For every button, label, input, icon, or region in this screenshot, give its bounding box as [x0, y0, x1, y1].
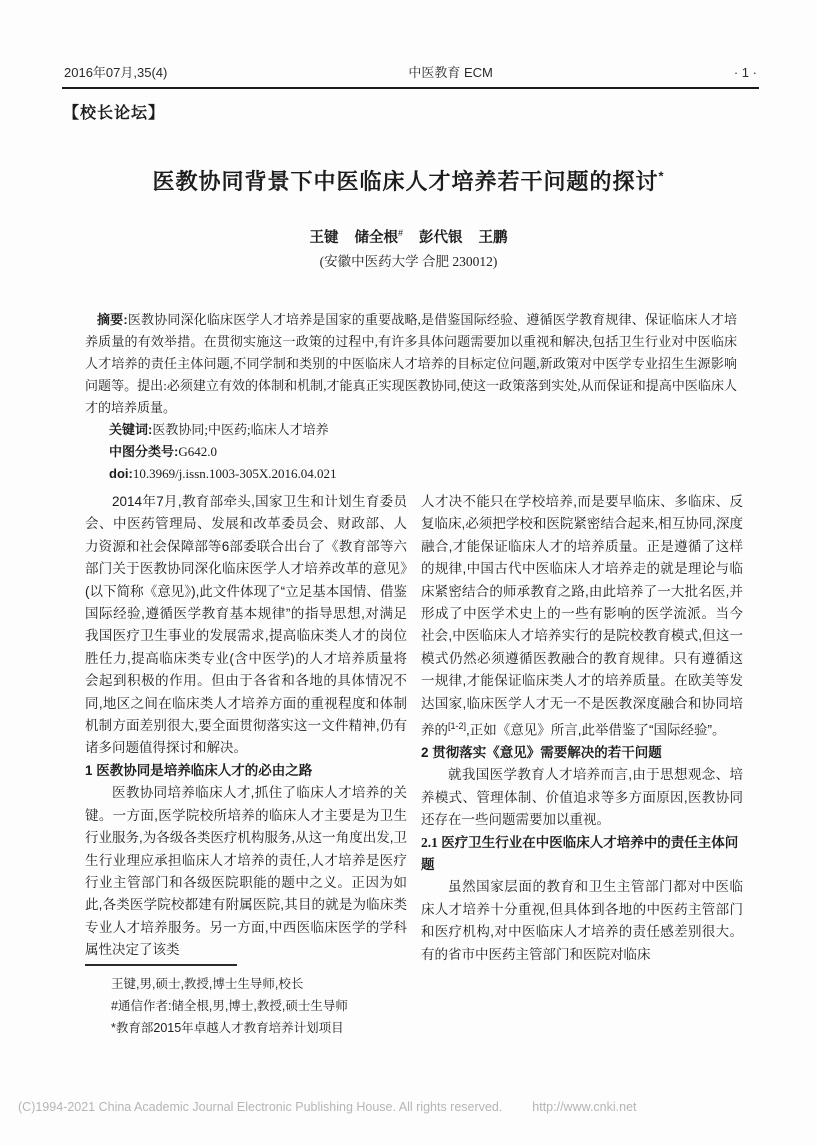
author-2: 储全根# [354, 228, 403, 246]
issue-info: 2016年07月,35(4) [64, 65, 168, 80]
body-paragraph-5: 虽然国家层面的教育和卫生主管部门都对中医临床人才培养十分重视,但具体到各地的中医药主管部门和医疗机构,对中医临床人才培养的责任感差别很大。有的省市中医药主管部门和医院对临床 [421, 879, 743, 962]
affiliation: (安徽中医药大学 合肥 230012) [319, 254, 498, 269]
author-3: 彭代银 [419, 230, 463, 246]
subsection-heading-2-1: 2.1 医疗卫生行业在中医临床人才培养中的责任主体问题 [421, 834, 739, 872]
author-1: 王键 [309, 230, 339, 246]
abstract-text: 医教协同深化临床医学人才培养是国家的重要战略,是借鉴国际经验、遵循医学教育规律、保证临床人才培养质量的有效举措。在贯彻实施这一政策的过程中,有许多具体问题需要加以重视和解决,包括卫生行业对中医临床人才培养的责任主体问题,不同学制和类别的中医临床人才培养的目标定位问题,新政策对中医学专业招生生源影响问题等。提出:必须建立有效的体制和机制,才能真正实现医教协同,使这一政策落到实处,从而保证和提高中医临床人才的培养质量。 [85, 312, 737, 415]
title-asterisk: * [658, 168, 665, 184]
citation-ref: [1-2] [448, 721, 467, 732]
footnote-divider [85, 964, 237, 966]
keywords-label: 关键词: [109, 422, 153, 437]
footnote-block [85, 964, 419, 1039]
body-paragraph-4: 就我国医学教育人才培养而言,由于思想观念、培养模式、管理体制、价值追求等多方面原因,医教协同还存在一些问题需要加以重视。 [421, 767, 743, 828]
clc-value: G642.0 [178, 444, 217, 459]
article-title [0, 165, 817, 196]
copyright-text: (C)1994-2021 China Academic Journal Electronic Publishing House. All rights reserved. [18, 1100, 503, 1114]
doi-line [85, 463, 737, 485]
section-heading-2: 2 贯彻落实《意见》需要解决的若干问题 [421, 744, 662, 760]
left-column [85, 491, 407, 966]
article-title-text: 医教协同背景下中医临床人才培养若干问题的探讨 [152, 169, 659, 194]
abstract-block [85, 309, 737, 485]
clc-label: 中图分类号: [109, 444, 179, 459]
doi-label: doi: [109, 466, 133, 481]
header-rule [62, 87, 759, 89]
journal-name: 中医教育 ECM [408, 65, 493, 80]
author-4: 王鹏 [478, 230, 508, 246]
clc-line [85, 441, 737, 463]
footnote-corresponding-author: #通信作者:储全根,男,博士,教授,硕士生导师 [111, 999, 348, 1013]
section-heading-1: 1 医教协同是培养临床人才的必由之路 [85, 762, 313, 778]
abstract-label: 摘要: [97, 312, 128, 327]
page-number: · 1 · [733, 65, 757, 80]
copyright-footer [18, 1100, 799, 1114]
author-list [0, 226, 817, 247]
column-tag: 【校长论坛】 [63, 105, 166, 122]
body-columns [85, 491, 743, 966]
footnote-funding: *教育部2015年卓越人才教育培养计划项目 [111, 1021, 344, 1035]
body-paragraph-3: 人才决不能只在学校培养,而是要早临床、多临床、反复临床,必须把学校和医院紧密结合起来,相互协同,深度融合,才能保证临床人才的培养质量。正是遵循了这样的规律,中国古代中医临床人才培养走的就是理论与临床紧密结合的师承教育之路,由此培养了一大批名医,并形成了中医学术史上的一些有影响的医学流派。当今社会,中医临床人才培养实行的是院校教育模式,但这一模式仍然必须遵循医教融合的教育规律。只有遵循这一规律,才能保证临床类人才的培养质量。在欧美等发达国家,临床医学人才无一不是医教深度融合和协同培养的[1-2],正如《意见》所言,此举借鉴了“国际经验”。 [421, 494, 743, 738]
right-column [421, 491, 743, 966]
keywords-text: 医教协同;中医药;临床人才培养 [152, 422, 329, 437]
keywords-line [85, 419, 737, 441]
abstract-paragraph [85, 309, 737, 419]
page-header [64, 62, 757, 81]
body-paragraph-1: 2014年7月,教育部牵头,国家卫生和计划生育委员会、中医药管理局、发展和改革委员会、财政部、人力资源和社会保障部等6部委联合出台了《教育部等六部门关于医教协同深化临床医学人才培养改革的意见》(以下简称《意见》),此文件体现了“立足基本国情、借鉴国际经验,遵循医学教育基本规律”的指导思想,对满足我国医疗卫生事业的发展需求,提高临床类人才的岗位胜任力,提高临床类专业(含中医学)的人才培养质量将会起到积极的作用。但由于各省和各地的具体情况不同,地区之间在临床类人才培养方面的重视程度和体制机制方面差别很大,要全面贯彻落实这一文件精神,仍有诸多问题值得探讨和解决。 [85, 494, 407, 756]
cnki-link[interactable]: http://www.cnki.net [532, 1100, 637, 1114]
author-2-mark: # [397, 228, 403, 239]
body-paragraph-2: 医教协同培养临床人才,抓住了临床人才培养的关键。一方面,医学院校所培养的临床人才主要是为卫生行业服务,为各级各类医疗机构服务,从这一角度出发,卫生行业理应承担临床人才培养的责任,人才培养是医疗行业主管部门和各级医院职能的题中之义。正因为如此,各类医学院校都建有附属医院,其目的就是为临床类专业人才培养服务。另一方面,中西医临床医学的学科属性决定了该类 [85, 785, 407, 958]
doi-value: 10.3969/j.issn.1003-305X.2016.04.021 [132, 466, 337, 481]
footnote-author-bio: 王键,男,硕士,教授,博士生导师,校长 [111, 977, 304, 991]
